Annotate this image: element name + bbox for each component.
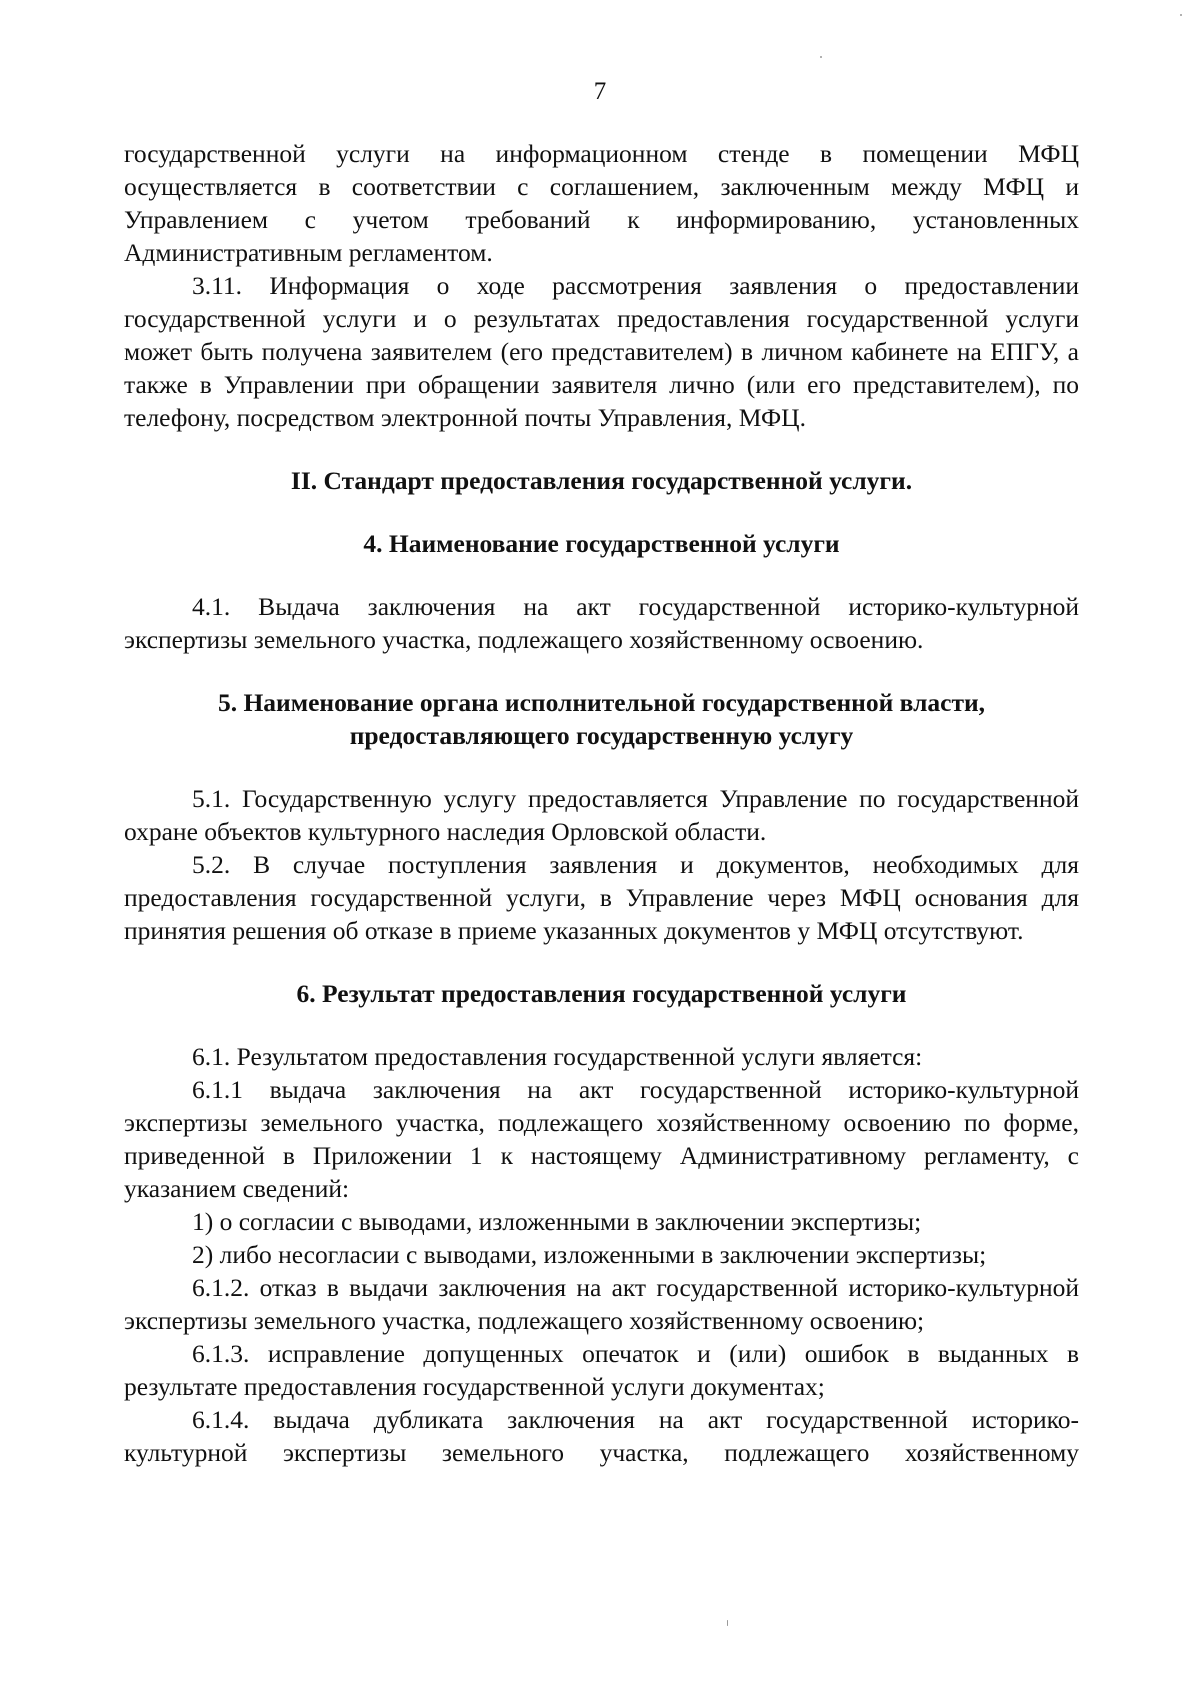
paragraph-6-1: 6.1. Результатом предоставления государственной услуги является: [192, 1042, 923, 1071]
paragraph-6-1-3: 6.1.3. исправление допущенных опечаток и (или) ошибок в выданных в результате предоставления государственной услуги документах; [124, 1339, 1079, 1401]
paragraph-6-1-1: 6.1.1 выдача заключения на акт государственной историко-культурной экспертизы земельного участка, подлежащего хозяйственному освоению по форме, приведенной в Приложении 1 к настоящему Административному регламенту, с указанием сведений: [124, 1075, 1079, 1203]
paragraph-6-1-4: 6.1.4. выдача дубликата заключения на акт государственной историко-культурной экспертизы земельного участка, подлежащего хозяйственному [124, 1405, 1079, 1467]
heading-4: 4. Наименование государственной услуги [363, 529, 840, 558]
heading-5-line-1: 5. Наименование органа исполнительной государственной власти, [217, 688, 986, 717]
heading-6: 6. Результат предоставления государственной услуги [296, 979, 907, 1008]
document-body [124, 137, 1079, 1469]
paragraph-3-11: 3.11. Информация о ходе рассмотрения заявления о предоставлении государственной услуги и о результатах предоставления государственной услуги может быть получена заявителем (его представителем) в личном кабинете на ЕПГУ, а также в Управлении при обращении заявителя лично (или его представителем), по телефону, посредством электронной почты Управления, МФЦ. [124, 271, 1079, 432]
paragraph-4-1: 4.1. Выдача заключения на акт государственной историко-культурной экспертизы земельного участка, подлежащего хозяйственному освоению. [124, 592, 1079, 654]
scan-speck [1180, 14, 1182, 16]
page-number: 7 [593, 78, 607, 105]
heading-5-line-2: предоставляющего государственную услугу [349, 721, 854, 750]
list-item-1: 1) о согласии с выводами, изложенными в заключении экспертизы; [192, 1207, 922, 1236]
paragraph-intro: государственной услуги на информационном стенде в помещении МФЦ осуществляется в соответствии с соглашением, заключенным между МФЦ и Управлением с учетом требований к информированию, установленных Административным регламентом. [124, 139, 1079, 267]
paragraph-5-2: 5.2. В случае поступления заявления и документов, необходимых для предоставления государственной услуги, в Управление через МФЦ основания для принятия решения об отказе в приеме указанных документов у МФЦ отсутствуют. [124, 850, 1079, 945]
heading-5 [124, 686, 1079, 752]
scan-speck [727, 1620, 728, 1626]
list-item-2: 2) либо несогласии с выводами, изложенными в заключении экспертизы; [192, 1240, 987, 1269]
section-2-heading: II. Стандарт предоставления государственной услуги. [290, 466, 913, 495]
scan-speck [820, 56, 822, 58]
paragraph-5-1: 5.1. Государственную услугу предоставляется Управление по государственной охране объектов культурного наследия Орловской области. [124, 784, 1079, 846]
paragraph-6-1-2: 6.1.2. отказ в выдачи заключения на акт государственной историко-культурной экспертизы земельного участка, подлежащего хозяйственному освоению; [124, 1273, 1079, 1335]
